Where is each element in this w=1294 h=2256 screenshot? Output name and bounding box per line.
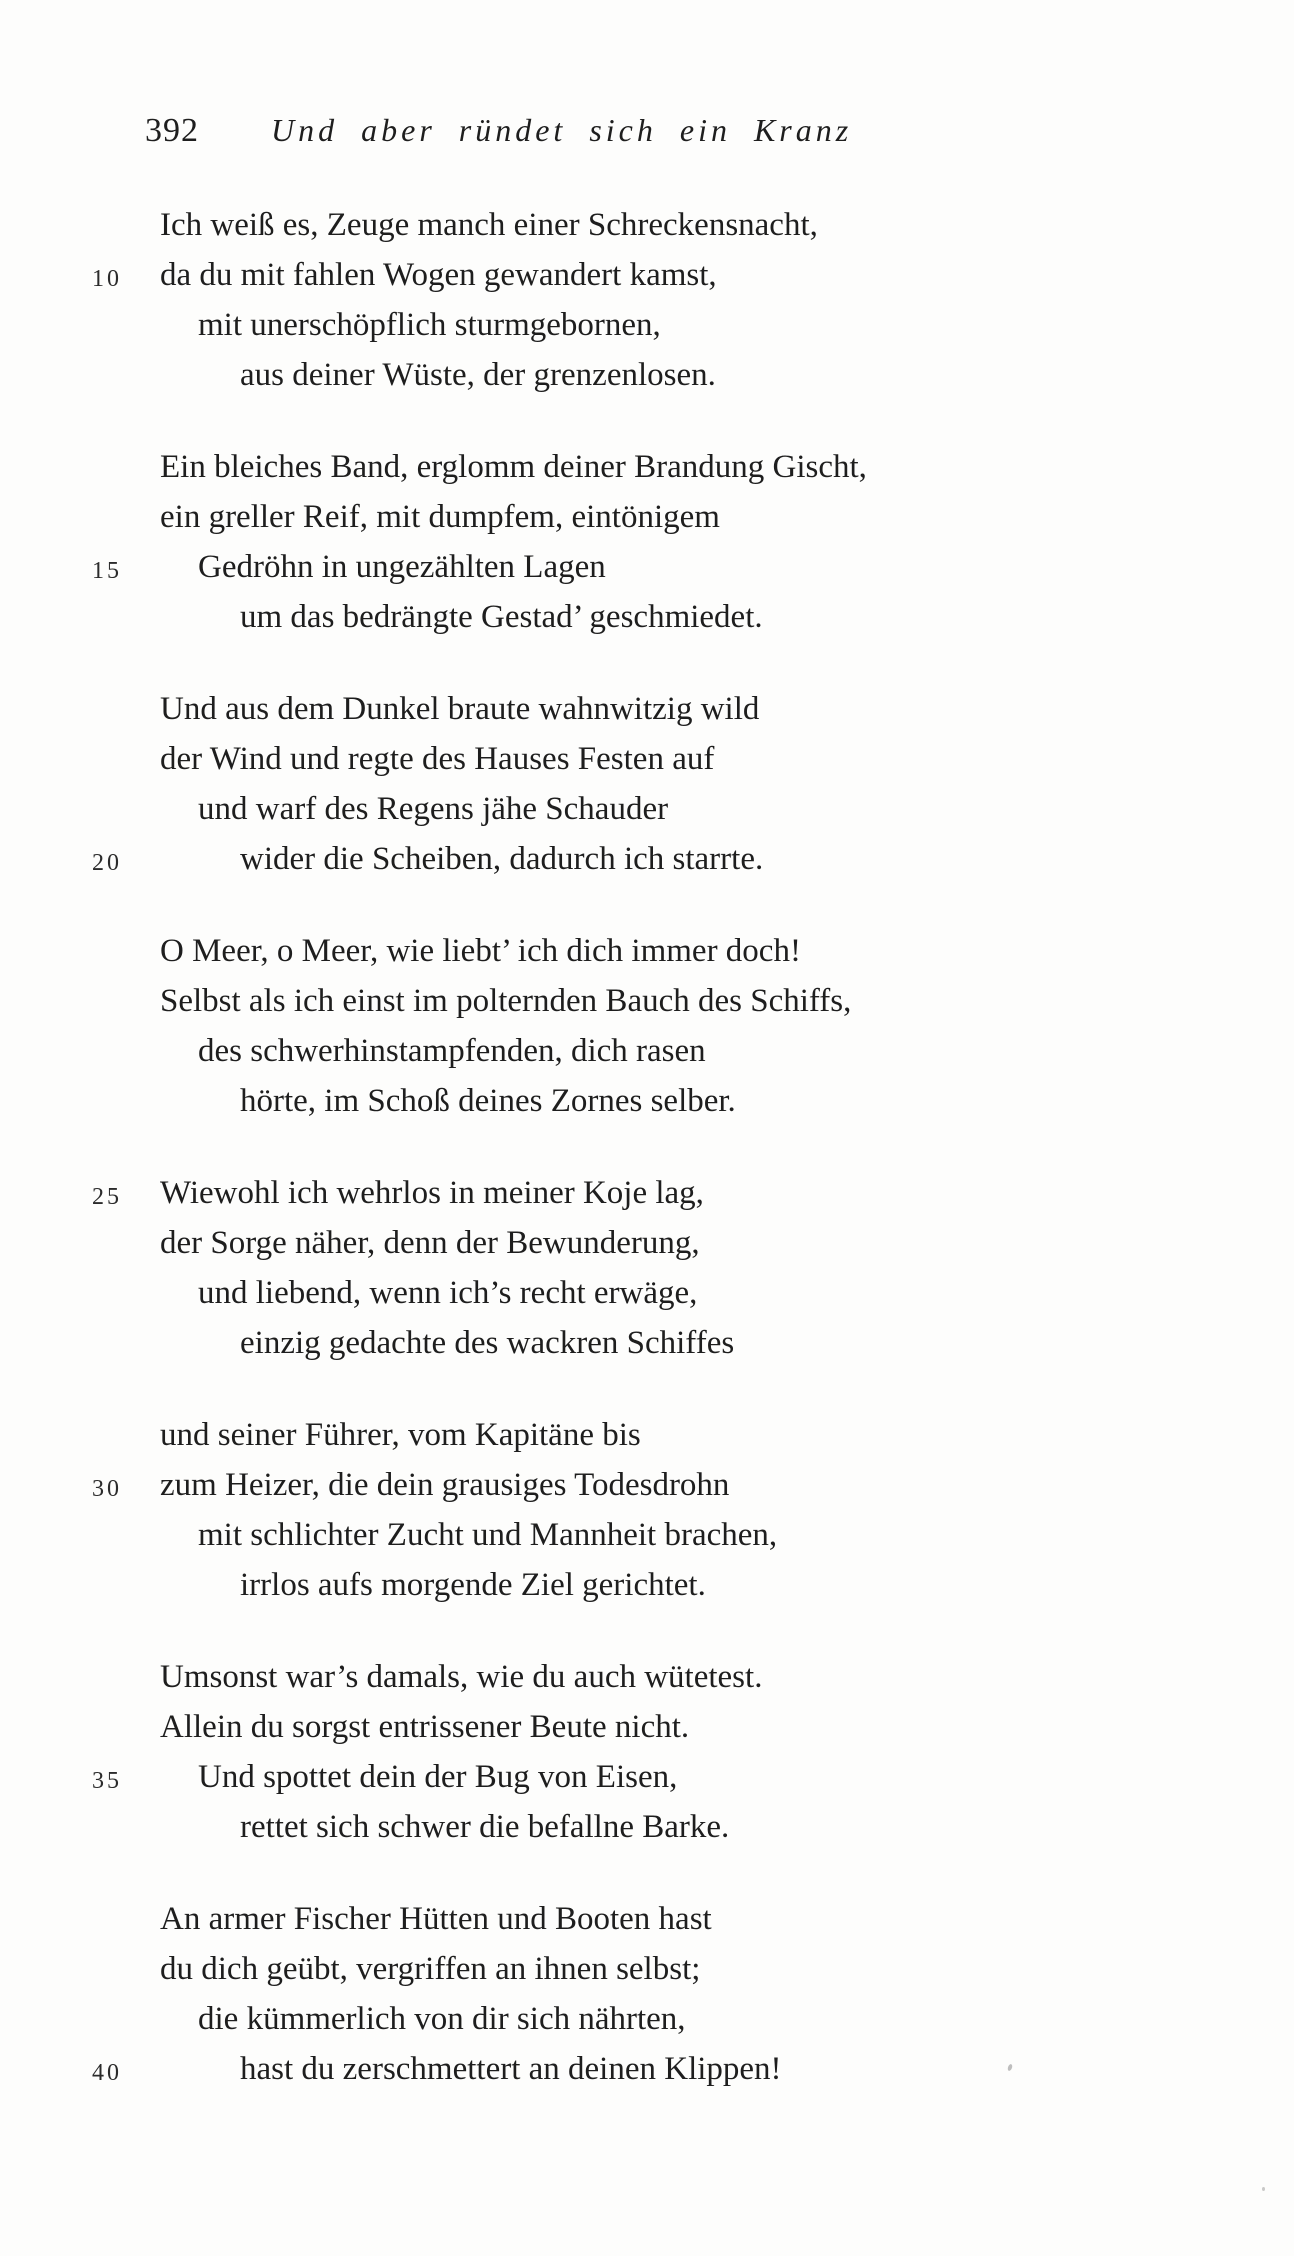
- line-number: 25: [92, 1184, 122, 1210]
- line-number: 40: [92, 2060, 122, 2086]
- poem-line-text: zum Heizer, die dein grausiges Todesdrohn: [160, 1467, 730, 1503]
- poem-line-text: irrlos aufs morgende Ziel gerichtet.: [240, 1567, 706, 1603]
- poem-line: [160, 1652, 867, 1702]
- line-number: 10: [92, 266, 122, 292]
- stanza: [92, 1652, 867, 1852]
- poem-line: [160, 1076, 867, 1126]
- poem-line-text: um das bedrängte Gestad’ geschmiedet.: [240, 599, 763, 635]
- poem-line-text: ein greller Reif, mit dumpfem, eintönigem: [160, 499, 720, 535]
- poem-line: [92, 1168, 867, 1218]
- poem-line-text: Ich weiß es, Zeuge manch einer Schreckensnacht,: [160, 207, 818, 243]
- ink-speck: [1262, 2187, 1265, 2191]
- poem-line: [92, 2044, 867, 2094]
- poem-line: [160, 926, 867, 976]
- running-title: Und aber ründet sich ein Kranz: [271, 112, 853, 148]
- poem-line-text: Selbst als ich einst im polternden Bauch des Schiffs,: [160, 983, 852, 1019]
- poem-line-text: aus deiner Wüste, der grenzenlosen.: [240, 357, 716, 393]
- poem-line: [92, 1752, 867, 1802]
- poem-line-text: Und spottet dein der Bug von Eisen,: [198, 1759, 678, 1795]
- poem-line-text: und seiner Führer, vom Kapitäne bis: [160, 1417, 641, 1453]
- poem-line-text: Umsonst war’s damals, wie du auch wütetest.: [160, 1659, 763, 1695]
- poem-line: [160, 442, 867, 492]
- stanza: [92, 1894, 867, 2094]
- poem-line-text: mit schlichter Zucht und Mannheit brachen,: [198, 1517, 778, 1553]
- poem-line-text: Ein bleiches Band, erglomm deiner Brandung Gischt,: [160, 449, 867, 485]
- poem-line: [92, 542, 867, 592]
- poem-line-text: An armer Fischer Hütten und Booten hast: [160, 1901, 712, 1937]
- stanza: [92, 1410, 867, 1610]
- poem-line: [160, 1994, 867, 2044]
- poem-line: [160, 1510, 867, 1560]
- line-number: 35: [92, 1768, 122, 1794]
- poem-line: [160, 1560, 867, 1610]
- poem-line-text: hast du zerschmettert an deinen Klippen!: [240, 2051, 782, 2087]
- poem-line-text: Allein du sorgst entrissener Beute nicht.: [160, 1709, 690, 1745]
- poem-line-text: des schwerhinstampfenden, dich rasen: [198, 1033, 706, 1069]
- poem-line-text: der Wind und regte des Hauses Festen auf: [160, 741, 715, 777]
- poem-line: [160, 1702, 867, 1752]
- poem-line-text: und liebend, wenn ich’s recht erwäge,: [198, 1275, 698, 1311]
- poem-line: [160, 1268, 867, 1318]
- poem-line-text: die kümmerlich von dir sich nährten,: [198, 2001, 686, 2037]
- poem-line-text: wider die Scheiben, dadurch ich starrte.: [240, 841, 764, 877]
- poem-line: [160, 1410, 867, 1460]
- poem-line: [160, 592, 867, 642]
- poem-line-text: mit unerschöpflich sturmgebornen,: [198, 307, 661, 343]
- stanza: [92, 684, 867, 884]
- poem-line: [160, 1894, 867, 1944]
- poem-line-text: und warf des Regens jähe Schauder: [198, 791, 669, 827]
- ink-speck: [1007, 2064, 1013, 2072]
- poem-line: [92, 834, 867, 884]
- stanza: [92, 1168, 867, 1368]
- poem-line: [160, 1944, 867, 1994]
- poem-line-text: einzig gedachte des wackren Schiffes: [240, 1325, 735, 1361]
- poem-line: [160, 734, 867, 784]
- poem-line: [160, 300, 867, 350]
- stanza: [92, 442, 867, 642]
- poem-line: [160, 976, 867, 1026]
- poem-line: [160, 1026, 867, 1076]
- poem-line: [92, 250, 867, 300]
- poem-line: [160, 684, 867, 734]
- line-number: 20: [92, 850, 122, 876]
- line-number: 30: [92, 1476, 122, 1502]
- poem-line-text: du dich geübt, vergriffen an ihnen selbst;: [160, 1951, 701, 1987]
- poem-line-text: Wiewohl ich wehrlos in meiner Koje lag,: [160, 1175, 704, 1211]
- line-number: 15: [92, 558, 122, 584]
- stanza: [160, 926, 867, 1126]
- poem-line: [160, 784, 867, 834]
- poem-line-text: Und aus dem Dunkel braute wahnwitzig wild: [160, 691, 760, 727]
- stanza: [92, 200, 867, 400]
- poem-line: [160, 1218, 867, 1268]
- poem-line-text: der Sorge näher, denn der Bewunderung,: [160, 1225, 700, 1261]
- page-number: 392: [145, 112, 199, 149]
- poem-line: [160, 1318, 867, 1368]
- poem-body: [92, 200, 867, 2136]
- poem-line: [92, 1460, 867, 1510]
- poem-line-text: rettet sich schwer die befallne Barke.: [240, 1809, 730, 1845]
- poem-line: [160, 492, 867, 542]
- poem-line-text: hörte, im Schoß deines Zornes selber.: [240, 1083, 736, 1119]
- poem-line: [160, 200, 867, 250]
- poem-line: [160, 1802, 867, 1852]
- poem-line: [160, 350, 867, 400]
- poem-line-text: Gedröhn in ungezählten Lagen: [198, 549, 606, 585]
- poem-line-text: da du mit fahlen Wogen gewandert kamst,: [160, 257, 717, 293]
- running-header: [145, 112, 852, 150]
- poem-line-text: O Meer, o Meer, wie liebt’ ich dich immer doch!: [160, 933, 801, 969]
